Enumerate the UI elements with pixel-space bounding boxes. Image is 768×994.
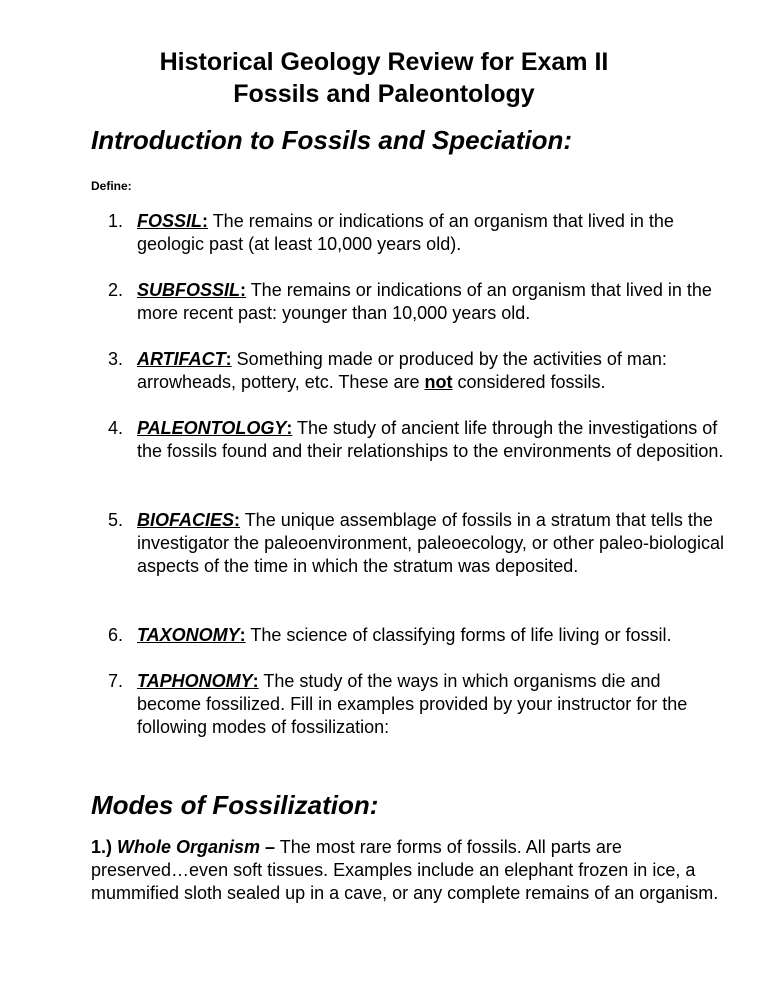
definition-item-subfossil [108,279,728,325]
definition-item-paleontology [108,417,728,463]
mode-dash: – [260,837,276,857]
mode-item-whole-organism [91,836,721,905]
definition-term: PALEONTOLOGY [137,418,287,438]
document-subtitle: Fossils and Paleontology [233,80,535,108]
definition-colon: : [239,625,246,645]
definition-text: Something made or produced by the activities of man: arrowheads, pottery, etc. These are [137,349,667,392]
definition-item-taxonomy [108,624,728,647]
definition-text: The study of ancient life through the investigations of the fossils found and their relationships to the environments of deposition. [137,418,724,461]
definition-colon: : [225,349,232,369]
definition-number: 2. [108,280,124,300]
definition-term: SUBFOSSIL [137,280,241,300]
definition-number: 4. [108,418,124,438]
definition-term: ARTIFACT [137,349,226,369]
definition-emphasis: not [424,372,453,392]
intro-section-heading: Introduction to Fossils and Speciation: [91,125,573,155]
definition-text: The remains or indications of an organism that lived in the geologic past (at least 10,000 years old). [137,211,674,254]
definition-number: 3. [108,349,124,369]
definition-term: FOSSIL [137,211,203,231]
definition-text: The science of classifying forms of life living or fossil. [245,625,672,645]
document-title: Historical Geology Review for Exam II [159,48,609,76]
definition-term: TAPHONOMY [137,671,253,691]
definition-number: 6. [108,625,124,645]
definition-colon: : [234,510,241,530]
define-label: Define: [91,179,132,193]
definition-item-biofacies [108,509,728,578]
definition-text: The remains or indications of an organism that lived in the more recent past: younger than 10,000 years old. [137,280,712,323]
mode-number: 1.) [91,837,113,857]
definition-text-after: considered fossils. [452,372,606,392]
definition-colon: : [286,418,293,438]
definition-colon: : [202,211,209,231]
definition-colon: : [252,671,259,691]
definition-item-taphonomy [108,670,728,739]
definition-term: BIOFACIES [137,510,235,530]
definition-item-artifact [108,348,728,394]
mode-term: Whole Organism [117,837,261,857]
definition-term: TAXONOMY [137,625,240,645]
definition-number: 1. [108,211,124,231]
mode-text: The most rare forms of fossils. All parts are preserved…even soft tissues. Examples include an elephant frozen in ice, a mummified sloth sealed up in a cave, or any complete remains of an organism. [91,837,719,903]
definition-text: The unique assemblage of fossils in a stratum that tells the investigator the paleoenvironment, paleoecology, or other paleo-biological aspects of the time in which the stratum was deposited. [137,510,725,576]
modes-section-heading: Modes of Fossilization: [91,790,379,820]
definition-text: The study of the ways in which organisms die and become fossilized. Fill in examples provided by your instructor for the following modes of fossilization: [137,671,688,737]
definition-number: 7. [108,671,124,691]
definition-number: 5. [108,510,124,530]
definition-colon: : [240,280,247,300]
definition-item-fossil [108,210,728,256]
